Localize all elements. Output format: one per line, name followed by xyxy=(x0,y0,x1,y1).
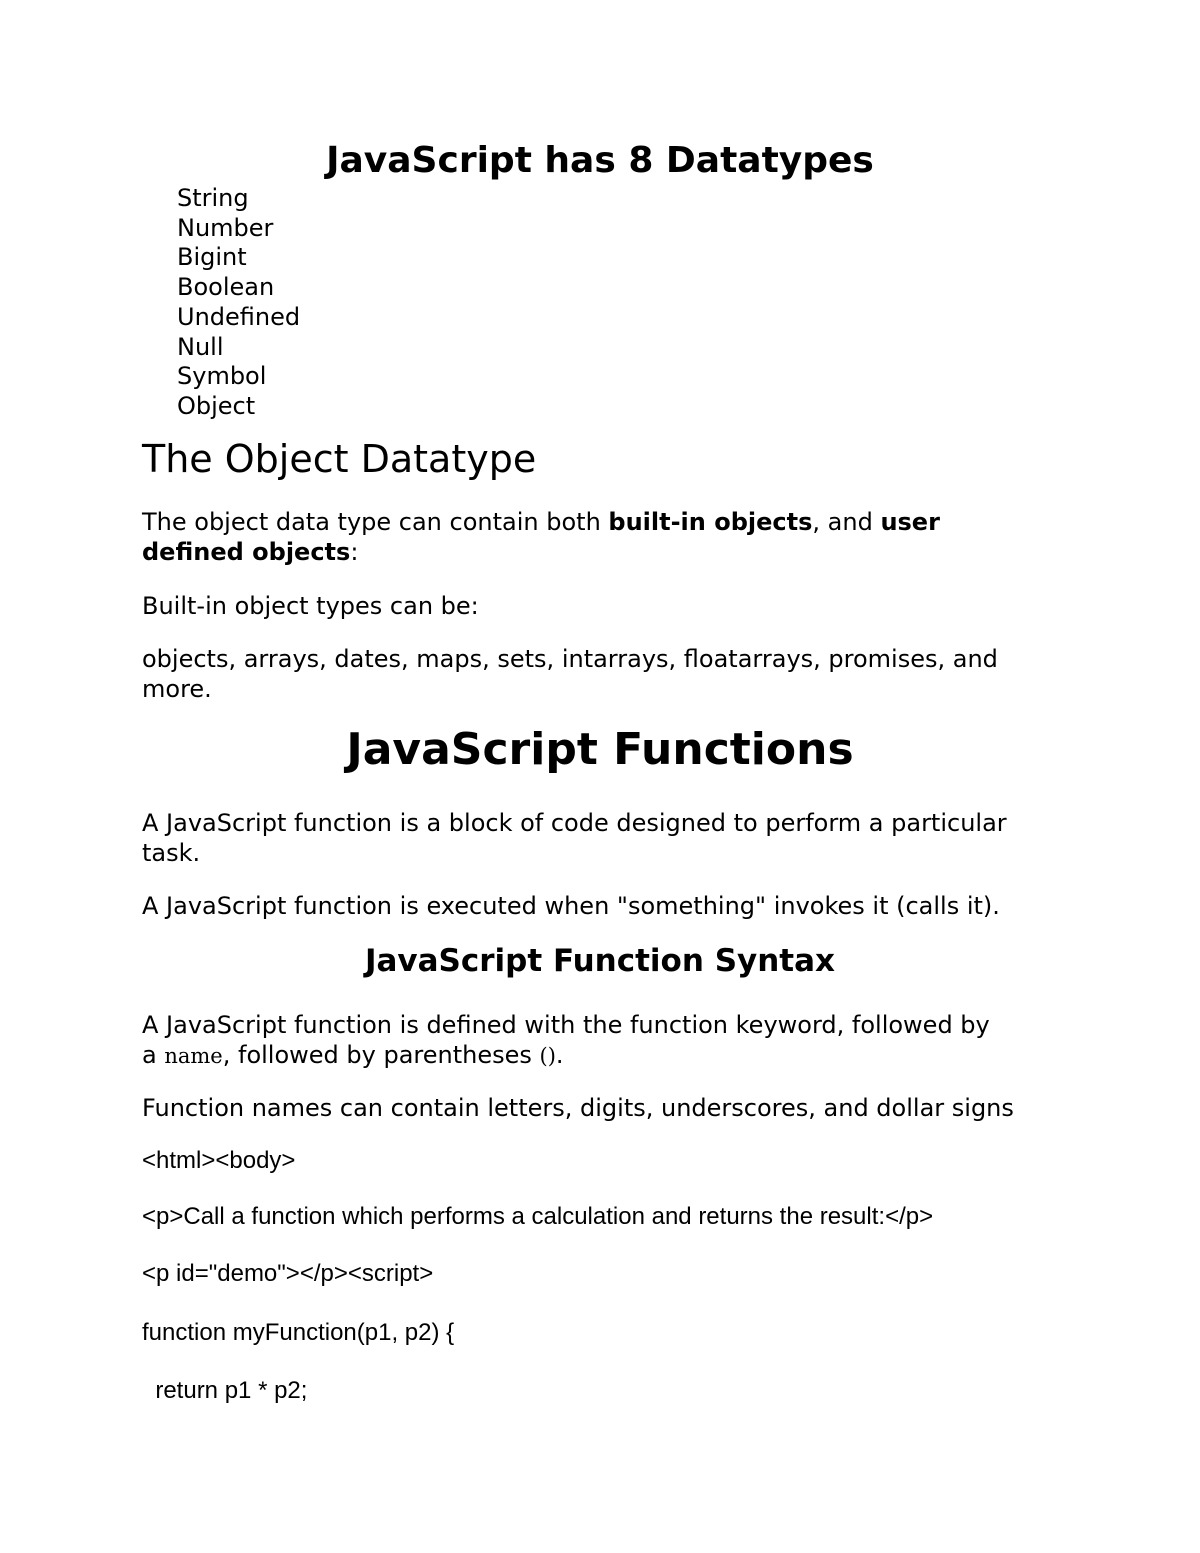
datatype-item: Bigint xyxy=(177,243,247,272)
object-paragraph-line2 xyxy=(142,537,358,567)
functions-heading: JavaScript Functions xyxy=(346,724,854,775)
parentheses-term: () xyxy=(539,1044,556,1068)
user-defined-bold: defined objects xyxy=(142,538,351,566)
datatype-item: Object xyxy=(177,391,256,420)
syntax-paragraph-line1: A JavaScript function is defined with the function keyword, followed by xyxy=(142,1011,990,1039)
code-line: <p>Call a function which performs a calculation and returns the result:</p> xyxy=(142,1203,934,1230)
object-list-paragraph-line2: more. xyxy=(142,675,212,703)
functions-invoke-paragraph: A JavaScript function is executed when "something" invokes it (calls it). xyxy=(142,892,1000,920)
user-defined-bold: user xyxy=(880,508,940,536)
object-list-paragraph-line1: objects, arrays, dates, maps, sets, intarrays, floatarrays, promises, and xyxy=(142,645,998,673)
datatype-item: Boolean xyxy=(177,273,275,302)
syntax-text: a xyxy=(142,1041,165,1069)
code-line: return p1 * p2; xyxy=(142,1377,308,1404)
object-paragraph-line1 xyxy=(142,507,940,537)
function-syntax-heading: JavaScript Function Syntax xyxy=(364,943,836,979)
syntax-text: , followed by parentheses xyxy=(222,1041,540,1069)
datatype-item: Number xyxy=(177,213,274,242)
object-datatype-heading: The Object Datatype xyxy=(142,437,537,481)
datatype-item: Symbol xyxy=(177,362,267,391)
page-title: JavaScript has 8 Datatypes xyxy=(326,140,874,181)
syntax-paragraph-line2 xyxy=(142,1040,564,1071)
object-paragraph-text: The object data type can contain both xyxy=(142,508,609,536)
code-line: function myFunction(p1, p2) { xyxy=(142,1319,455,1346)
functions-paragraph-line1: A JavaScript function is a block of code designed to perform a particular xyxy=(142,809,1007,837)
object-paragraph-text: : xyxy=(350,538,359,566)
object-paragraph-text: , and xyxy=(812,508,881,536)
datatype-item: Null xyxy=(177,332,224,361)
built-in-objects-bold: built-in objects xyxy=(608,508,813,536)
datatype-item: String xyxy=(177,184,249,212)
code-line: <html><body> xyxy=(142,1147,296,1174)
name-term: name xyxy=(164,1044,223,1068)
syntax-text: . xyxy=(555,1041,564,1069)
datatype-list xyxy=(177,184,300,422)
datatype-item: Undefined xyxy=(177,302,301,331)
function-names-paragraph: Function names can contain letters, digits, underscores, and dollar signs xyxy=(142,1094,1014,1122)
functions-paragraph-line2: task. xyxy=(142,839,201,867)
code-line: <p id="demo"></p><script> xyxy=(142,1260,434,1287)
built-in-types-paragraph: Built-in object types can be: xyxy=(142,592,479,620)
